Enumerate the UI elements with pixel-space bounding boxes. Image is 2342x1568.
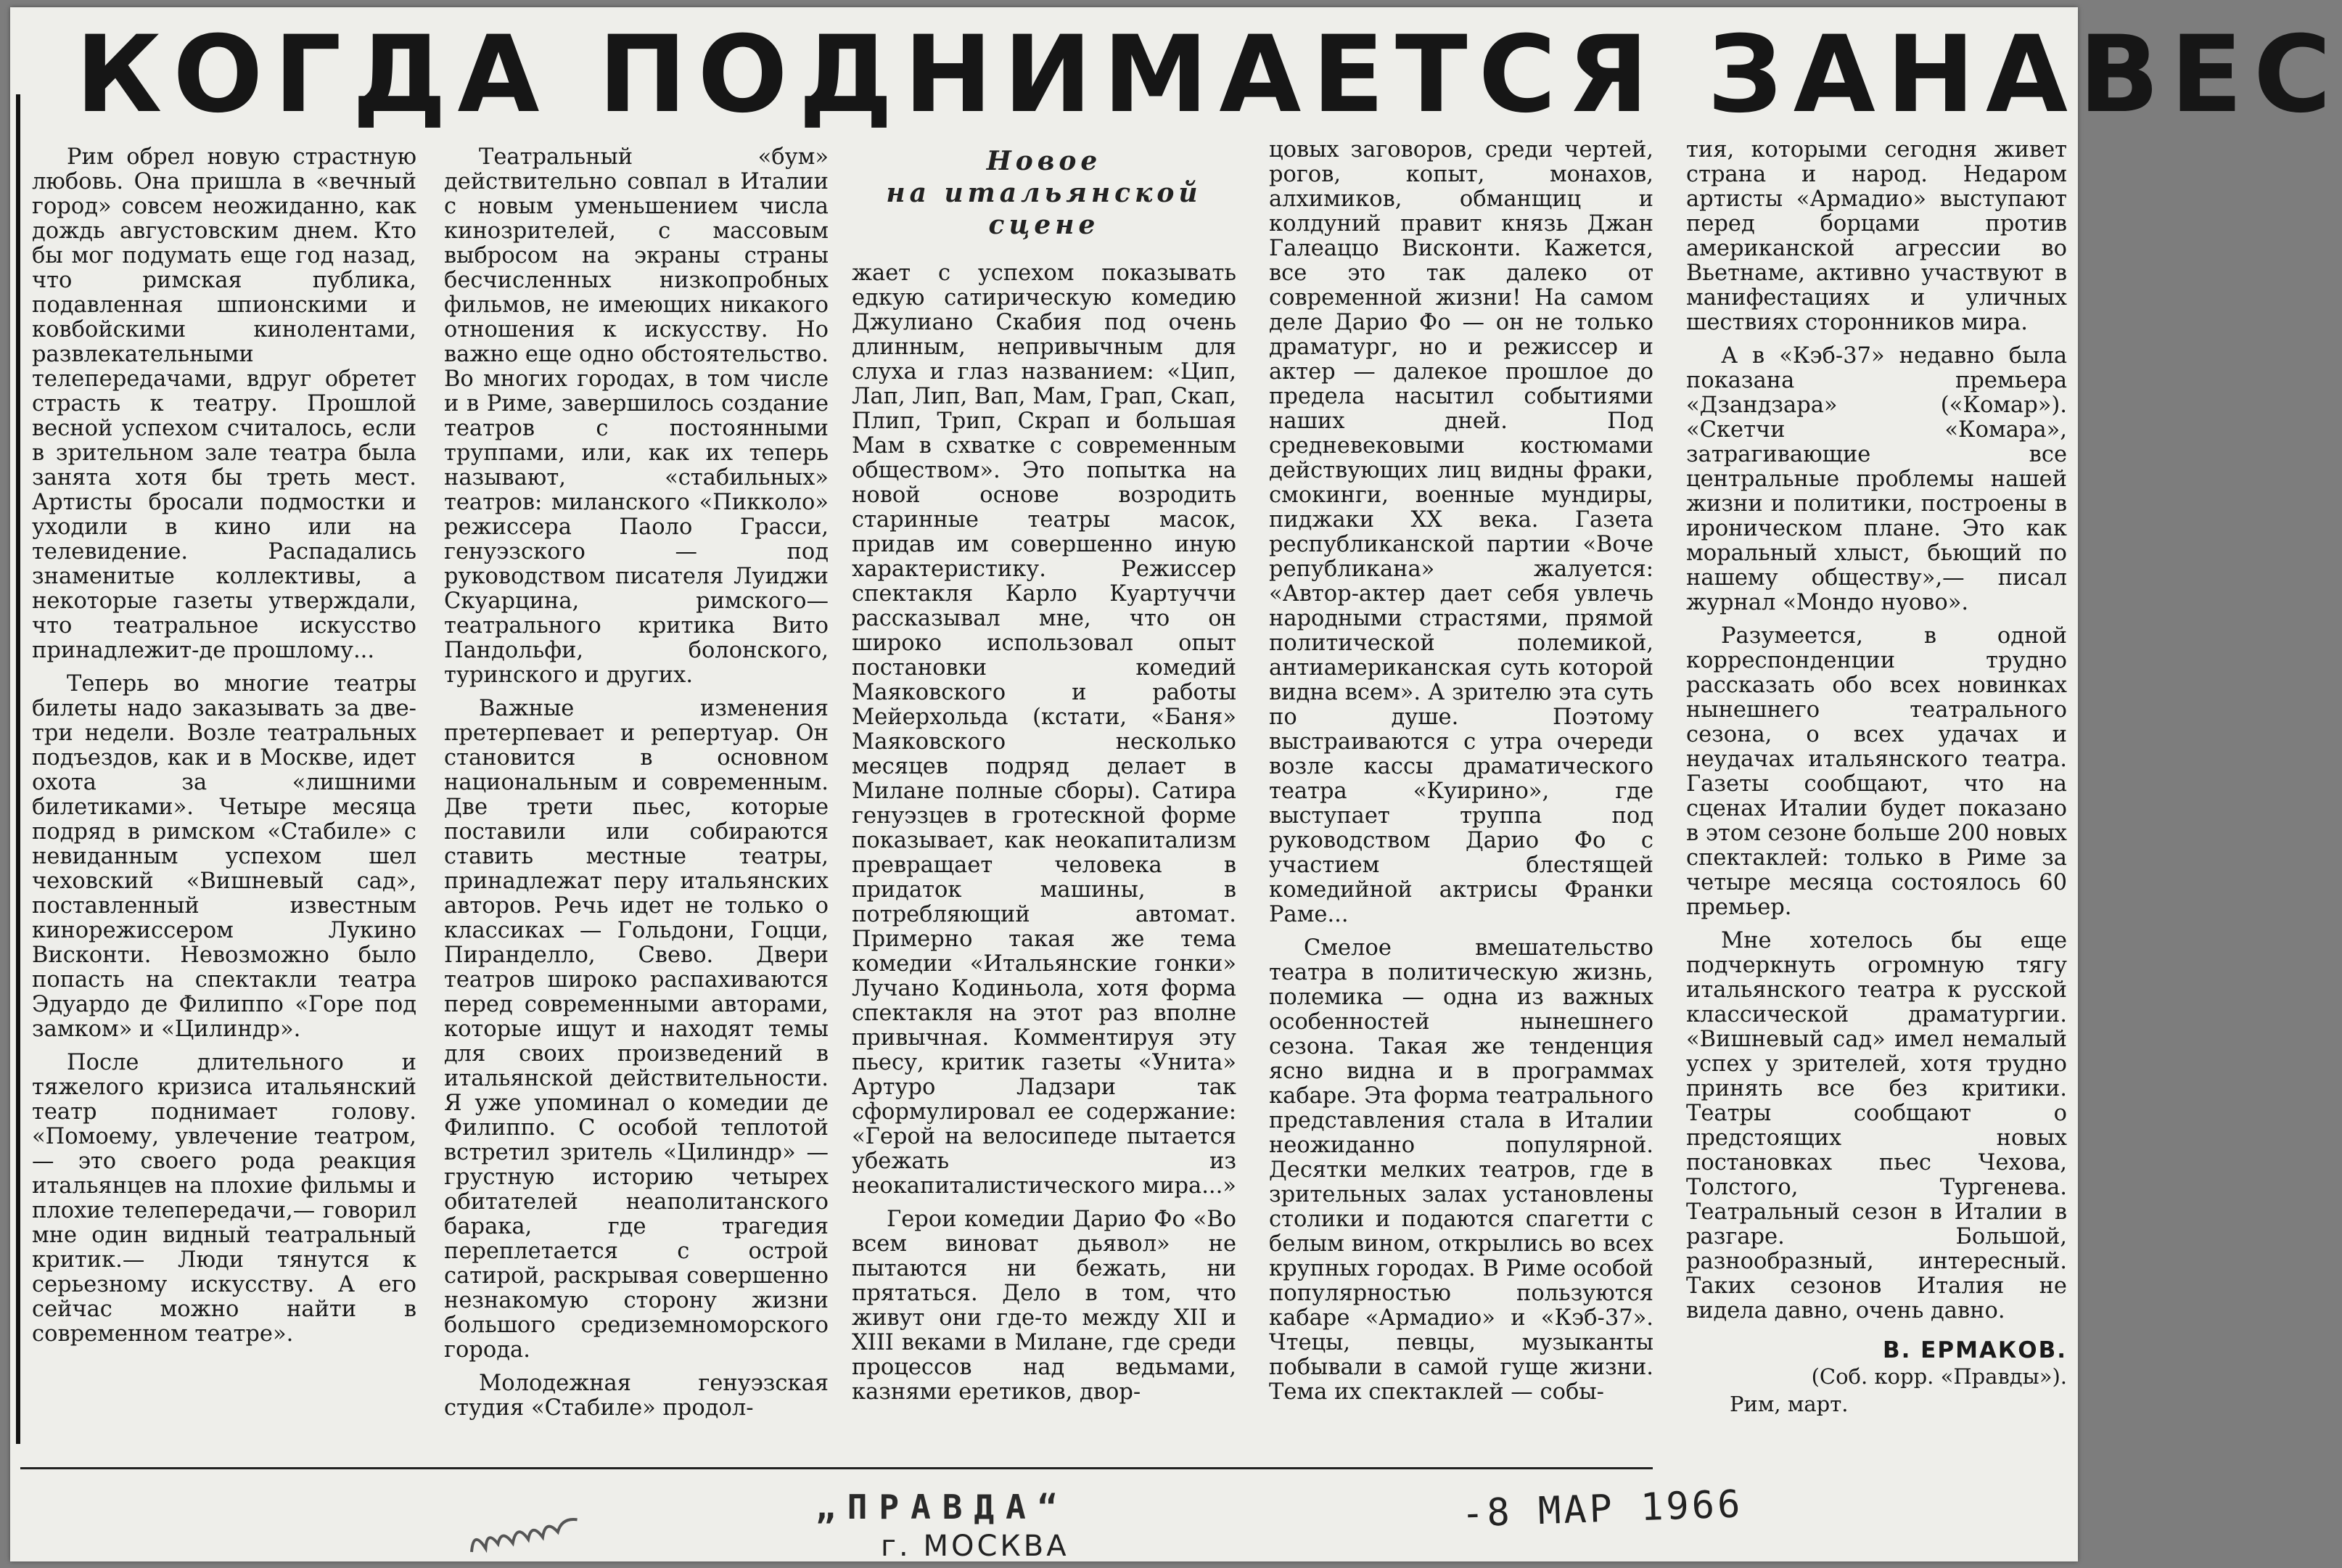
article-column-5 [1686, 138, 2067, 1466]
paragraph: Смелое вмешательство театра в политическую жизнь, полемика — одна из важных особенностей нынешнего сезона. Такая же тенденция ясно видна и в программах кабаре. Эта форма театрального представления стала в Италии неожиданно популярной. Десятки мелких театров, где в зрительных залах установлены столики и подаются спагетти с белым вином, открылись во всех крупных городах. В Риме особой популярностью пользуются кабаре «Армадио» и «Кэб-37». Чтецы, певцы, музыканты побывали в самой гуще жизни. Тема их спектаклей — собы- [1269, 935, 1653, 1405]
newspaper-clipping [10, 7, 2342, 1563]
stamp-newspaper-name: „ПРАВДА“ [815, 1487, 1069, 1527]
paragraph: Теперь во многие театры билеты надо заказывать за две-три недели. Возле театральных подъездов, как и в Москве, идет охота за «лишними билетиками». Четыре месяца подряд в римском «Стабиле» с невиданным успехом шел чеховский «Вишневый сад», поставленный известным кинорежиссером Лукино Висконти. Невозможно было попасть на спектакли театра Эдуардо де Филиппо «Горе под замком» и «Цилиндр». [32, 671, 416, 1042]
paragraph: А в «Кэб-37» недавно была показана премьера «Дзандзара» («Комар»). «Скетчи «Комара», затрагивающие все центральные проблемы нашей жизни и политики, построены в ироническом плане. Это как моральный хлыст, бьющий по нашему обществу»,— писал журнал «Мондо нуово». [1686, 343, 2067, 615]
handwritten-note [456, 1487, 595, 1567]
stamp-date: -8 МАР 1966 [1460, 1482, 1744, 1536]
article-column-4 [1269, 138, 1653, 1466]
article-column-2 [444, 145, 829, 1473]
headline: КОГДА ПОДНИМАЕТСЯ ЗАНАВЕС [75, 13, 2342, 136]
paragraph: Важные изменения претерпевает и репертуар. Он становится в основном национальным и современным. Две трети пьес, которые поставили или собираются ставить местные театры, принадлежат перу итальянских авторов. Речь идет не только о классиках — Гольдони, Гоцци, Пиранделло, Свево. Двери театров широко распахиваются перед современными авторами, которые ищут и находят темы для своих произведений в итальянской действительности. Я уже упоминал о комедии де Филиппо. С особой теплотой встретил зритель «Цилиндр» — грустную историю четырех обитателей неаполитанского барака, где трагедия переплетается с острой сатирой, раскрывая совершенно незнакомую сторону жизни большого средиземноморского города. [444, 696, 829, 1363]
paragraph: Рим обрел новую страстную любовь. Она пришла в «вечный город» совсем неожиданно, как дождь августовским днем. Кто бы мог подумать еще год назад, что римская публика, подавленная шпионскими и ковбойскими кинолентами, развлекательными телепередачами, вдруг обретет страсть к театру. Прошлой весной успехом считалось, если в зрительном зале театра была занята хотя бы треть мест. Артисты бросали подмостки и уходили в кино или на телевидение. Распадались знаменитые коллективы, а некоторые газеты утверждали, что театральное искусство принадлежит-де прошлому... [32, 144, 416, 663]
paragraph: После длительного и тяжелого кризиса итальянский театр поднимает голову. «Помоему, увлечение театром,— это своего рода реакция итальянцев на плохие фильмы и плохие телепередачи,— говорил мне один видный театральный критик.— Люди тянутся к серьезному искусству. А его сейчас можно найти в современном театре». [32, 1050, 416, 1347]
paragraph: Мне хотелось бы еще подчеркнуть огромную тягу итальянского театра к русской классической драматургии. «Вишневый сад» имел немалый успех у зрителей, хотя трудно принять все без критики. Театры сообщают о предстоящих новых постановках пьес Чехова, Толстого, Тургенева. Театральный сезон в Италии в разгаре. Большой, разнообразный, интересный. Таких сезонов Италия не видела давно, очень давно. [1686, 928, 2067, 1323]
subheading-line: на итальянской [886, 178, 1202, 208]
stamp-city: г. МОСКВА [881, 1530, 1069, 1563]
author-role: (Соб. корр. «Правды»). [1811, 1364, 2067, 1389]
subheading-line: сцене [988, 210, 1100, 240]
paragraph: жает с успехом показывать едкую сатирическую комедию Джулиано Скабия под очень длинным, непривычным для слуха и глаз названием: «Цип, Лап, Лип, Вап, Мам, Грап, Скап, Плип, Трип, Скрап и большая Мам в схватке с современным обществом». Это попытка на новой основе возродить старинные театры масок, придав им совершенно иную характеристику. Режиссер спектакля Карло Куартуччи рассказывал мне, что он широко использовал опыт постановки комедий Маяковского и работы Мейерхольда (кстати, «Баня» Маяковского несколько месяцев подряд делает в Милане полные сборы). Сатира генуэзцев в гротескной форме показывает, как неокапитализм превращает человека в придаток машины, в потребляющий автомат. Примерно такая же тема комедии «Итальянские гонки» Лучано Кодиньола, хотя форма спектакля на этот раз вполне привычная. Комментируя эту пьесу, критик газеты «Унита» Артуро Ладзари так сформулировал ее содержание: «Герой на велосипеде пытается убежать из неокапиталистического мира...» [852, 260, 1236, 1199]
bottom-rule [20, 1467, 1653, 1469]
paragraph: Герои комедии Дарио Фо «Во всем виноват дьявол» не пытаются ни бежать, ни прятаться. Дело в том, что живут они где-то между XII и XIII веками в Милане, где среди процессов над ведьмами, казнями еретиков, двор- [852, 1207, 1236, 1405]
paragraph: Молодежная генуэзская студия «Стабиле» продол- [444, 1371, 829, 1421]
paragraph: цовых заговоров, среди чертей, рогов, копыт, монахов, алхимиков, обманщиц и колдуний правит князь Джан Галеаццо Висконти. Кажется, все это так далеко от современной жизни! На самом деле Дарио Фо — он не только драматург, но и режиссер и актер — далекое прошлое до предела насытил событиями наших дней. Под средневековыми костюмами действующих лиц видны фраки, смокинги, военные мундиры, пиджаки XX века. Газета республиканской партии «Воче републикана» жалуется: «Автор-актер дает себя увлечь народными страстями, прямой политической полемикой, антиамериканская суть которой видна всем». А зрителю эта суть по душе. Поэтому выстраиваются с утра очереди возле кассы драматического театра «Куирино», где выступает труппа под руководством Дарио Фо с участием блестящей комедийной актрисы Франки Раме... [1269, 137, 1653, 927]
subheading [852, 145, 1236, 241]
author-name: В. ЕРМАКОВ. [1882, 1337, 2067, 1363]
paragraph: тия, которыми сегодня живет страна и народ. Недаром артисты «Армадио» выступают перед борцами против американской агрессии во Вьетнаме, активно участвуют в манифестациях и уличных шествиях сторонников мира. [1686, 137, 2067, 335]
article-column-1 [32, 145, 416, 1473]
paragraph: Театральный «бум» действительно совпал в Италии с новым уменьшением числа кинозрителей, с массовым выбросом на экраны страны бесчисленных низкопробных фильмов, не имеющих никакого отношения к искусству. Но важно еще одно обстоятельство. Во многих городах, в том числе и в Риме, завершилось создание театров с постоянными труппами, или, как их теперь называют, «стабильных» театров: миланского «Пикколо» режиссера Паоло Грасси, генуэзского — под руководством писателя Луиджи Скуарцина, римского—театрального критика Вито Пандольфи, болонского, туринского и других. [444, 144, 829, 688]
left-border-rule [16, 94, 20, 1444]
subheading-line: Новое [986, 146, 1102, 176]
article-column-3 [852, 145, 1236, 1473]
dateline: Рим, март. [1730, 1392, 1849, 1416]
paragraph: Разумеется, в одной корреспонденции трудно рассказать обо всех новинках нынешнего театрального сезона, о всех удачах и неудачах итальянского театра. Газеты сообщают, что на сценах Италии будет показано в этом сезоне больше 200 новых спектаклей: только в Риме за четыре месяца состоялось 60 премьер. [1686, 623, 2067, 920]
